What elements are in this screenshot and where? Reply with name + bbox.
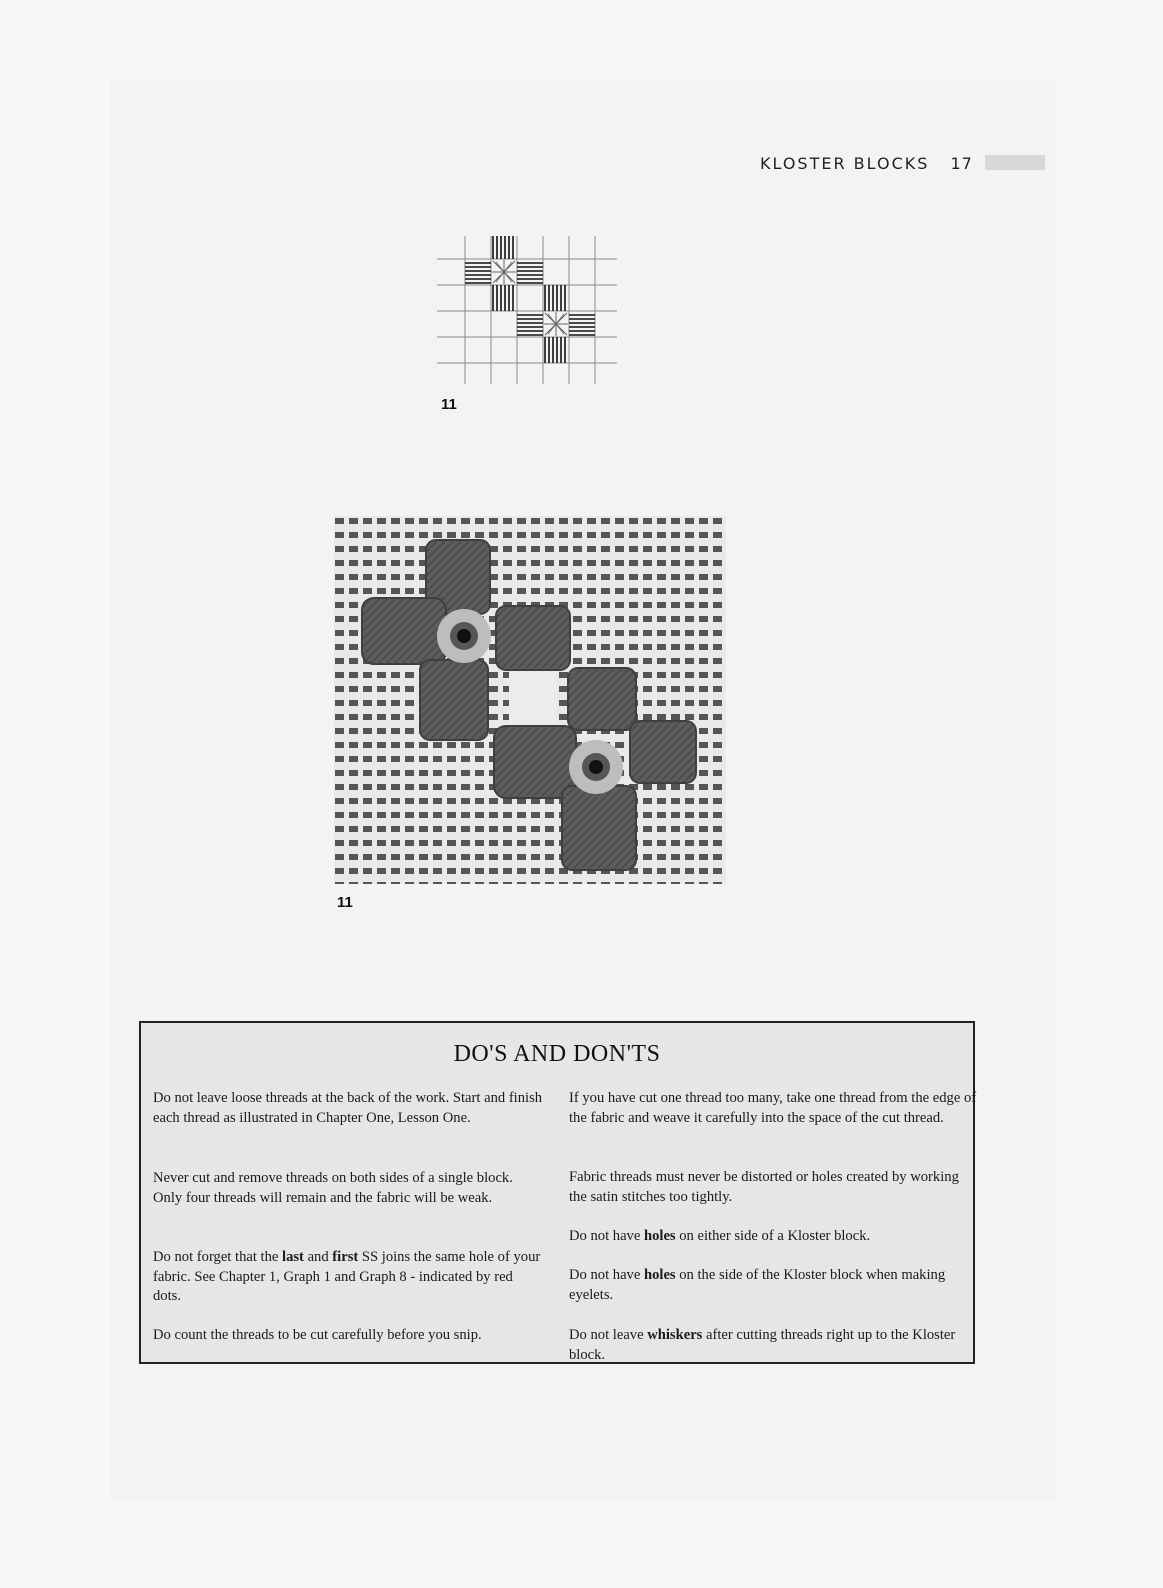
right-item-4: Do not have holes on the side of the Kloster block when making eyelets. xyxy=(569,1267,946,1303)
box-title: DO'S AND DON'TS xyxy=(453,1041,661,1067)
right-item-2: Fabric threads must never be distorted or holes created by working the satin stitches too tightly. xyxy=(569,1169,959,1205)
eyelet-1 xyxy=(492,260,516,284)
right-item-5: Do not leave whiskers after cutting threads right up to the Kloster block. xyxy=(569,1327,956,1363)
right-item-1: If you have cut one thread too many, take one thread from the edge of the fabric and weave it carefully into the space of the cut thread. xyxy=(569,1090,977,1126)
right-item-3: Do not have holes on either side of a Kloster block. xyxy=(569,1228,871,1244)
kloster-graph-diagram xyxy=(437,236,617,384)
page-number: 17 xyxy=(950,154,973,173)
left-item-3: Do not forget that the last and first SS joins the same hole of your fabric. See Chapter 1, Graph 1 and Graph 8 - indicated by red dots. xyxy=(153,1249,541,1304)
left-item-4: Do count the threads to be cut carefully before you snip. xyxy=(153,1327,482,1343)
photo-figure-label: 11 xyxy=(337,894,353,911)
running-title: KLOSTER BLOCKS xyxy=(760,154,930,173)
left-item-1: Do not leave loose threads at the back of the work. Start and finish each thread as illustrated in Chapter One, Lesson One. xyxy=(153,1090,543,1126)
stitched-sample-photo xyxy=(334,516,726,884)
eyelet-photo-2 xyxy=(569,740,623,794)
graph-grid xyxy=(437,236,617,384)
left-item-2: Never cut and remove threads on both sides of a single block. Only four threads will remain and the fabric will be weak. xyxy=(153,1170,513,1206)
header-bar xyxy=(985,155,1045,170)
running-head xyxy=(760,154,973,173)
dos-and-donts-box xyxy=(139,1021,975,1364)
eyelet-2 xyxy=(544,312,568,336)
graph-figure-label: 11 xyxy=(441,396,457,413)
cut-thread-area xyxy=(509,666,557,728)
eyelet-photo-1 xyxy=(437,609,491,663)
